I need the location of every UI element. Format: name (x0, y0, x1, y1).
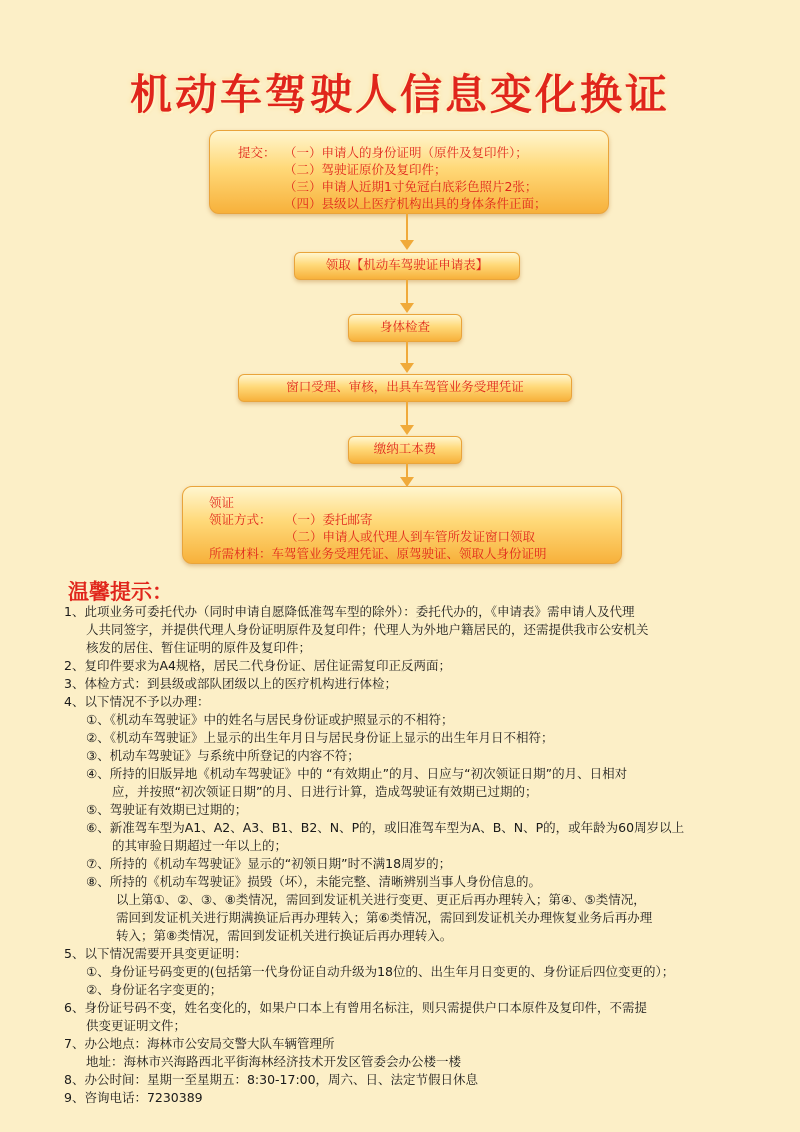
page-title: 机动车驾驶人信息变化换证 (129, 70, 670, 119)
step-box-window (238, 374, 572, 402)
flow-arrow (406, 401, 408, 433)
step-label: 缴纳工本费 (373, 441, 437, 456)
tip-line: 地址：海林市兴海路西北平街海林经济技术开发区管委会办公楼一楼 (86, 1054, 462, 1069)
collect-box (182, 486, 622, 564)
tips-title: 温馨提示： (68, 580, 173, 604)
tip-line: 的其审验日期超过一年以上的； (112, 838, 288, 853)
tip-line: 转入；第⑧类情况，需回到发证机关进行换证后再办理转入。 (116, 928, 453, 943)
tip-line: 3、体检方式：到县级或部队团级以上的医疗机构进行体检； (64, 676, 397, 691)
collect-method-1: （一）委托邮寄 (285, 512, 373, 527)
submit-box (209, 130, 609, 214)
submit-item-2: （二）驾驶证原价及复印件； (284, 162, 447, 177)
collect-materials: 所需材料：车驾管业务受理凭证、原驾驶证、领取人身份证明 (209, 546, 547, 561)
step-box-physical (348, 314, 462, 342)
step-box-form (294, 252, 520, 280)
tip-line: 以上第①、②、③、⑧类情况，需回到发证机关进行变更、更正后再办理转入；第④、⑤类情况， (116, 892, 646, 907)
tip-line: 8、办公时间：星期一至星期五：8:30-17:00，周六、日、法定节假日休息 (64, 1072, 479, 1087)
step-label: 领取【机动车驾驶证申请表】 (325, 257, 489, 272)
tip-line: ③、机动车驾驶证》与系统中所登记的内容不符； (86, 748, 360, 763)
flow-arrow (406, 341, 408, 371)
step-box-fee (348, 436, 462, 464)
tip-line: 人共同签字，并提供代理人身份证明原件及复印件；代理人为外地户籍居民的，还需提供我市公安机关 (86, 622, 649, 637)
tip-line: 需回到发证机关进行期满换证后再办理转入；第⑥类情况，需回到发证机关办理恢复业务后再办理 (116, 910, 653, 925)
tip-line: ②、身份证名字变更的； (86, 982, 223, 997)
tip-line: 5、以下情况需要开具变更证明： (64, 946, 247, 961)
tip-line: 6、身份证号码不变，姓名变化的，如果户口本上有曾用名标注，则只需提供户口本原件及复印件，不需提 (64, 1000, 647, 1015)
tip-line: 9、咨询电话：7230389 (64, 1090, 203, 1105)
tip-line: 应，并按照“初次领证日期”的月、日进行计算，造成驾驶证有效期已过期的； (112, 784, 538, 799)
submit-item-1: （一）申请人的身份证明（原件及复印件）； (284, 145, 528, 160)
tip-line: 1、此项业务可委托代办（同时申请自愿降低准驾车型的除外）：委托代办的，《申请表》需申请人及代理 (64, 604, 635, 619)
tip-line: ⑥、新准驾车型为A1、A2、A3、B1、B2、N、P的，或旧准驾车型为A、B、N、P的，或年龄为60周岁以上 (86, 820, 685, 835)
tip-line: ⑤、驾驶证有效期已过期的； (86, 802, 248, 817)
flow-arrow (406, 279, 408, 311)
collect-title: 领证 (209, 495, 235, 510)
tip-line: ⑦、所持的《机动车驾驶证》显示的“初领日期”时不满18周岁的； (86, 856, 452, 871)
tip-line: 2、复印件要求为A4规格，居民二代身份证、居住证需复印正反两面； (64, 658, 451, 673)
tip-line: ④、所持的旧版异地《机动车驾驶证》中的 “有效期止”的月、日应与“初次领证日期”的月、日相对 (86, 766, 628, 781)
tip-line: ⑧、所持的《机动车驾驶证》损毁（坏），未能完整、清晰辨别当事人身份信息的。 (86, 874, 541, 889)
step-label: 身体检查 (379, 319, 430, 334)
tip-line: 4、以下情况不予以办理： (64, 694, 210, 709)
tip-line: ①、身份证号码变更的(包括第一代身份证自动升级为18位的、出生年月日变更的、身份证后四位变更的）； (86, 964, 675, 979)
tip-line: 供变更证明文件； (86, 1018, 187, 1033)
step-label: 窗口受理、审核，出具车驾管业务受理凭证 (286, 379, 524, 394)
submit-item-3: （三）申请人近期1寸免冠白底彩色照片2张； (284, 179, 538, 194)
flow-arrow (406, 463, 408, 485)
collect-method-2: （二）申请人或代理人到车管所发证窗口领取 (285, 529, 536, 544)
collect-method-label: 领证方式： (209, 512, 272, 527)
tip-line: 核发的居住、暂住证明的原件及复印件； (86, 640, 312, 655)
submit-item-4: （四）县级以上医疗机构出具的身体条件正面； (284, 196, 547, 211)
flow-arrow (406, 213, 408, 248)
tip-line: ②、《机动车驾驶证》上显示的出生年月日与居民身份证上显示的出生年月日不相符； (86, 730, 554, 745)
tip-line: ①、《机动车驾驶证》中的姓名与居民身份证或护照显示的不相符； (86, 712, 454, 727)
submit-label: 提交： (238, 145, 276, 160)
tip-line: 7、办公地点：海林市公安局交警大队车辆管理所 (64, 1036, 335, 1051)
